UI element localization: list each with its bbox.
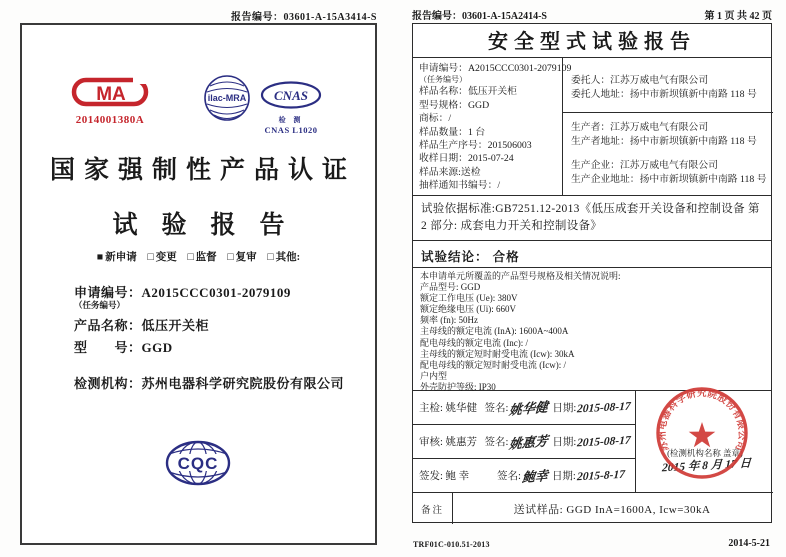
empty-box-icon: □ bbox=[227, 252, 234, 263]
product-name-label: 产品名称： bbox=[74, 318, 142, 333]
producer-line: 生产者地址：扬中市新坝镇新中南路 118 号 bbox=[571, 136, 757, 147]
coverage-line: 额定绝缘电压 (Ui): 660V bbox=[420, 304, 516, 315]
handwritten-signature: 姚华健 bbox=[508, 399, 549, 418]
coverage-line: 频率 (fn): 50Hz bbox=[420, 315, 478, 326]
date-label: 日期: bbox=[552, 403, 577, 414]
checkbox-label: 变更 bbox=[155, 252, 177, 263]
empty-box-icon: □ bbox=[187, 252, 194, 263]
info-line: 样品数量：1 台 bbox=[419, 126, 486, 138]
checkbox-change bbox=[147, 252, 176, 263]
date-label: 日期: bbox=[552, 437, 577, 448]
handwritten-date: 2015-8-17 bbox=[576, 468, 626, 483]
right-page bbox=[412, 23, 772, 523]
client-cell bbox=[563, 58, 773, 113]
cqc-logo bbox=[165, 440, 231, 491]
coverage-line: 配电母线的额定短时耐受电流 (Icw): / bbox=[420, 359, 566, 370]
cma-text: MA bbox=[96, 84, 126, 105]
role-label: 签发: 鲍 幸 bbox=[419, 471, 470, 482]
stamp-cell bbox=[635, 391, 773, 493]
checkbox-review bbox=[227, 252, 256, 263]
model-field bbox=[74, 337, 173, 356]
info-line: （任务编号） bbox=[419, 75, 467, 85]
cma-logo-icon bbox=[71, 77, 149, 107]
checkbox-new-application bbox=[97, 252, 137, 263]
client-line: 委托人：江苏万威电气有限公司 bbox=[571, 75, 709, 86]
cnas-text: CNAS bbox=[274, 88, 308, 103]
left-report-number: 报告编号：03601-A-15A3414-S bbox=[231, 12, 377, 23]
report-title: 试验报告 bbox=[112, 212, 309, 239]
left-page bbox=[20, 23, 377, 545]
footer-date: 2014-5-21 bbox=[728, 538, 770, 549]
coverage-line: 主母线的额定短时耐受电流 (Icw): 30kA bbox=[420, 348, 575, 359]
coverage-line: 户内型 bbox=[420, 370, 448, 381]
coverage-section bbox=[413, 268, 771, 391]
test-conclusion-cell: 试验结论： 合格 bbox=[413, 241, 771, 268]
signature-label: 签名: bbox=[484, 437, 509, 448]
issuer-row bbox=[413, 459, 635, 493]
client-line: 委托人地址：扬中市新坝镇新中南路 118 号 bbox=[571, 89, 757, 100]
page-indicator: 第 1 页 共 42 页 bbox=[704, 11, 772, 22]
test-standard-cell: 试验依据标准:GB7251.12-2013《低压成套开关设备和控制设备 第 2 部分: 成套电力开关和控制设备》 bbox=[413, 196, 771, 241]
application-number-label: 申请编号： bbox=[74, 285, 142, 300]
seal-star-icon bbox=[689, 422, 716, 447]
coverage-line: 产品型号: GGD bbox=[420, 282, 481, 293]
checked-box-icon: ■ bbox=[96, 252, 104, 263]
enterprise-line: 生产企业地址：扬中市新坝镇新中南路 118 号 bbox=[571, 174, 767, 185]
sample-info-section bbox=[413, 58, 771, 196]
test-agency-label: 检测机构： bbox=[74, 376, 142, 391]
info-line: 商标：/ bbox=[419, 113, 452, 125]
producer-line: 生产者：江苏万威电气有限公司 bbox=[571, 122, 709, 133]
reviewer-row bbox=[413, 425, 635, 459]
seal-ring-text: 苏州电器科学研究院股份有限公司 bbox=[657, 389, 747, 453]
signature-label: 签名: bbox=[497, 471, 521, 482]
form-number-footer: TRF01C-010.51-2013 bbox=[413, 540, 490, 549]
enterprise-line: 生产企业：江苏万威电气有限公司 bbox=[571, 160, 718, 171]
product-name-value: 低压开关柜 bbox=[141, 318, 210, 333]
coverage-line: 额定工作电压 (Ue): 380V bbox=[420, 293, 518, 304]
info-line: 样品名称：低压开关柜 bbox=[419, 86, 517, 98]
info-line: 收样日期：2015-07-24 bbox=[419, 153, 514, 165]
stamp-date-text: 2015 年 8 月 17 日 bbox=[662, 457, 752, 475]
test-agency-value: 苏州电器科学研究院股份有限公司 bbox=[141, 376, 345, 391]
cqc-globe-icon bbox=[165, 440, 231, 486]
handwritten-signature: 鲍幸 bbox=[521, 467, 549, 486]
ilac-mra-text: ilac-MRA bbox=[207, 93, 247, 103]
remark-row bbox=[413, 493, 771, 524]
checkbox-label: 复审 bbox=[235, 252, 257, 263]
info-line: 申请编号：A2015CCC0301-2079109 bbox=[419, 63, 572, 74]
checkbox-label: 监督 bbox=[195, 252, 217, 263]
empty-box-icon: □ bbox=[267, 252, 274, 263]
cnas-logo bbox=[258, 81, 324, 135]
svg-text:苏州电器科学研究院股份有限公司 bbox=[656, 387, 748, 453]
coverage-line: 外壳防护等级: IP30 bbox=[420, 381, 496, 392]
model-value: GGD bbox=[141, 340, 173, 355]
ilac-mra-icon bbox=[202, 73, 252, 123]
handwritten-signature: 姚惠芳 bbox=[508, 433, 549, 452]
checkbox-other bbox=[267, 252, 300, 263]
remark-label: 备注 bbox=[413, 493, 453, 524]
signature-label: 签名: bbox=[484, 403, 509, 414]
checkbox-label: 新申请 bbox=[105, 252, 137, 263]
cma-logo bbox=[70, 77, 150, 126]
info-line: 样品生产序号：201506003 bbox=[419, 140, 532, 152]
checkbox-supervision bbox=[187, 252, 216, 263]
signature-section bbox=[413, 391, 635, 493]
coverage-line: 本申请单元所覆盖的产品型号规格及相关情况说明: bbox=[420, 271, 621, 281]
product-name-field bbox=[74, 315, 209, 334]
chief-inspector-row bbox=[413, 391, 635, 425]
red-seal-icon bbox=[654, 385, 750, 481]
cnas-sub-label: 检 测 bbox=[278, 116, 304, 124]
producer-cell bbox=[563, 113, 773, 196]
role-label: 主检: 姚华健 bbox=[419, 403, 478, 414]
role-label: 审核: 姚惠芳 bbox=[419, 437, 478, 448]
certification-title: 国家强制性产品认证 bbox=[49, 157, 356, 184]
cnas-code: CNAS L1020 bbox=[264, 125, 318, 135]
info-line: 抽样通知书编号：/ bbox=[419, 180, 501, 192]
date-label: 日期: bbox=[551, 471, 576, 482]
right-report-number: 报告编号：03601-A-15A2414-S bbox=[412, 11, 547, 22]
cqc-text: CQC bbox=[177, 454, 219, 473]
empty-box-icon: □ bbox=[147, 252, 154, 263]
remark-value: 送试样品: GGD InA=1600A, Icw=30kA bbox=[513, 503, 711, 516]
task-number-note: （任务编号） bbox=[74, 300, 126, 310]
handwritten-date: 2015-08-17 bbox=[577, 434, 632, 449]
right-page-header bbox=[412, 7, 772, 22]
coverage-line: 配电母线的额定电流 (Inc): / bbox=[420, 337, 528, 348]
cnas-oval-icon bbox=[260, 81, 322, 109]
safety-report-title: 安全型式试验报告 bbox=[413, 24, 771, 58]
info-line: 样品来源:送检 bbox=[419, 166, 481, 178]
stamp-caption: (检测机构名称 盖章) bbox=[667, 448, 743, 458]
application-number-value: A2015CCC0301-2079109 bbox=[141, 285, 291, 300]
cma-number: 2014001380A bbox=[75, 114, 145, 126]
ilac-mra-logo bbox=[202, 73, 252, 128]
test-agency-field bbox=[74, 373, 344, 392]
model-label: 型 号： bbox=[74, 340, 142, 355]
info-line: 型号规格：GGD bbox=[419, 99, 490, 111]
application-type-row bbox=[22, 249, 375, 264]
handwritten-date: 2015-08-17 bbox=[577, 400, 632, 415]
checkbox-label: 其他: bbox=[275, 252, 301, 263]
sample-info-column bbox=[413, 58, 572, 196]
coverage-line: 主母线的额定电流 (InA): 1600A~400A bbox=[420, 326, 569, 337]
